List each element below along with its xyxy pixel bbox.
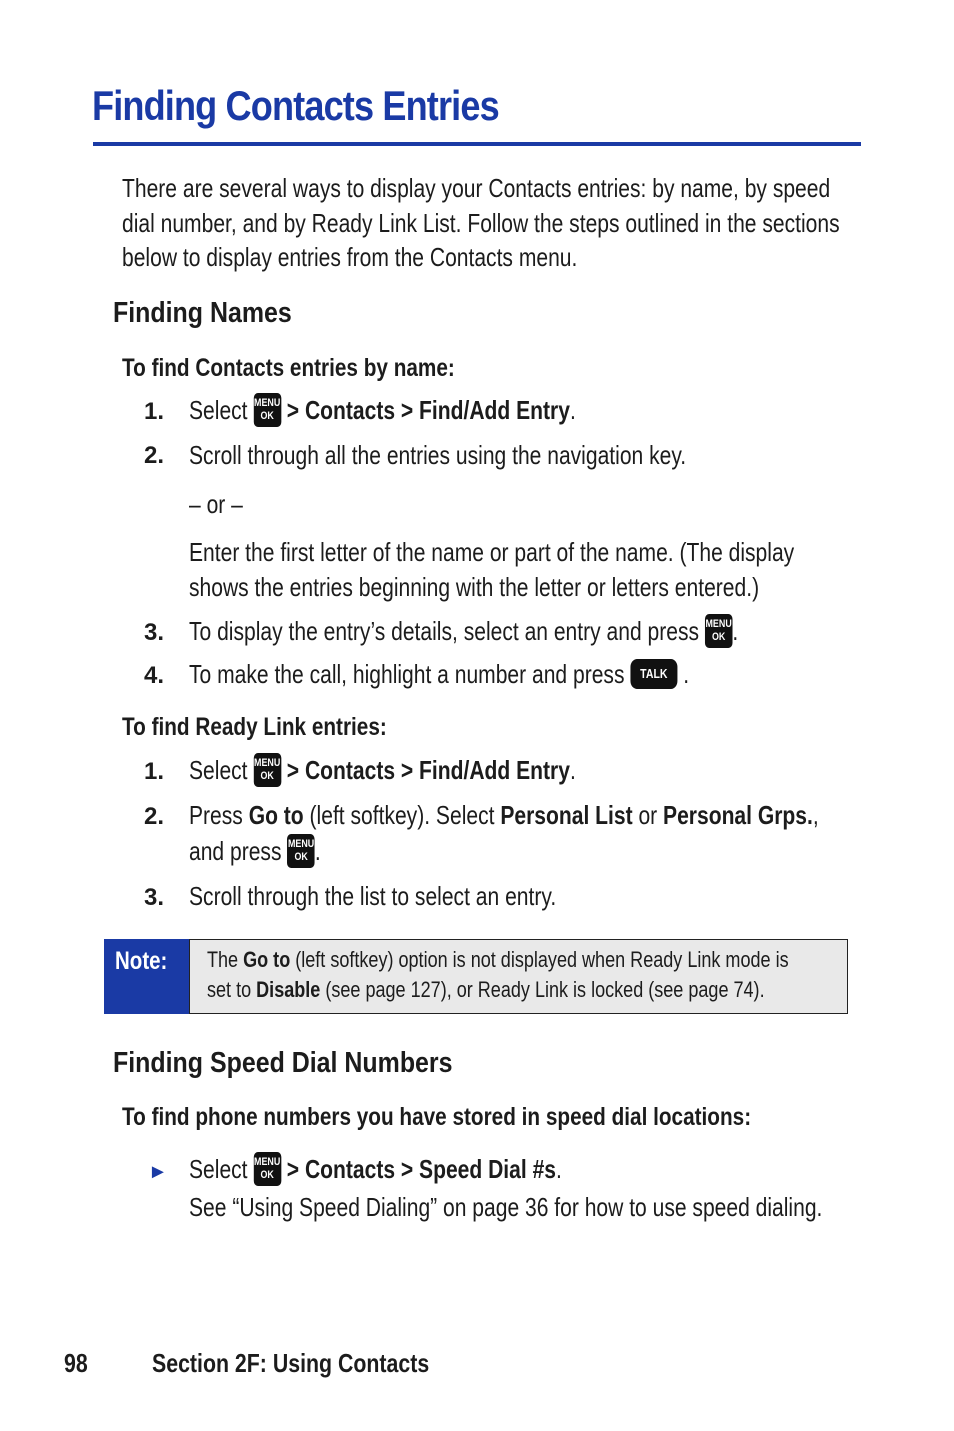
subheading-find-by-name: To find Contacts entries by name: [122, 354, 455, 382]
menu-ok-key-icon: MENU OK [253, 753, 281, 787]
step-number: 1. [143, 398, 164, 425]
subheading-speed-dial: To find phone numbers you have stored in speed dial locations: [122, 1103, 752, 1131]
note-text: The Go to (left softkey) option is not displayed when Ready Link mode is set to Disable (see page 127), or Ready Link is locked (see page 74). [207, 947, 789, 1002]
page-title: Finding Contacts Entries [92, 82, 499, 129]
step-text: Scroll through the list to select an entry. [189, 881, 557, 911]
section-heading-finding-names: Finding Names [113, 297, 292, 329]
step-text: shows the entries beginning with the letter or letters entered.) [189, 572, 760, 602]
step-text: Select MENU OK > Contacts > Speed Dial #s. [189, 1154, 562, 1188]
step-text: Press Go to (left softkey). Select Personal List or Personal Grps., [189, 800, 819, 830]
talk-key-icon: TALK [630, 659, 677, 689]
menu-ok-key-icon: MENU OK [253, 393, 281, 427]
intro-paragraph [122, 171, 851, 275]
menu-ok-key-icon: MENU OK [253, 1152, 281, 1186]
step-number: 1. [143, 758, 164, 785]
step-text: To make the call, highlight a number and press TALK . [189, 659, 690, 689]
step-number: 2. [143, 442, 164, 469]
menu-ok-key-icon: MENU OK [287, 834, 315, 868]
note-label: Note: [104, 939, 190, 1014]
step-text: Select MENU OK > Contacts > Find/Add Entry. [189, 395, 576, 429]
section-footer: Section 2F: Using Contacts [152, 1348, 430, 1378]
step-number: 4. [143, 662, 164, 689]
step-text: Select MENU OK > Contacts > Find/Add Entry. [189, 755, 576, 789]
intro-line: There are several ways to display your Contacts entries: by name, by speed [122, 173, 831, 203]
step-text: Scroll through all the entries using the navigation key. [189, 440, 687, 470]
title-divider [93, 142, 861, 146]
intro-line: dial number, and by Ready Link List. Follow the steps outlined in the sections [122, 207, 840, 238]
or-separator: – or – [189, 489, 243, 519]
step-number: 3. [143, 884, 164, 911]
section-heading-speed-dial: Finding Speed Dial Numbers [113, 1047, 453, 1079]
menu-ok-key-icon: MENU OK [705, 614, 733, 648]
step-text: To display the entry’s details, select an entry and press MENU OK . [189, 616, 738, 650]
page-number: 98 [64, 1348, 88, 1378]
step-number: 2. [143, 803, 164, 830]
step-text: and press MENU OK . [189, 836, 321, 870]
step-number: 3. [143, 619, 164, 646]
arrow-bullet-icon: ► [148, 1161, 168, 1183]
intro-line: below to display entries from the Contacts menu. [122, 242, 578, 272]
step-text: See “Using Speed Dialing” on page 36 for how to use speed dialing. [189, 1192, 823, 1222]
subheading-find-ready-link: To find Ready Link entries: [122, 713, 387, 741]
step-text: Enter the first letter of the name or part of the name. (The display [189, 537, 795, 567]
